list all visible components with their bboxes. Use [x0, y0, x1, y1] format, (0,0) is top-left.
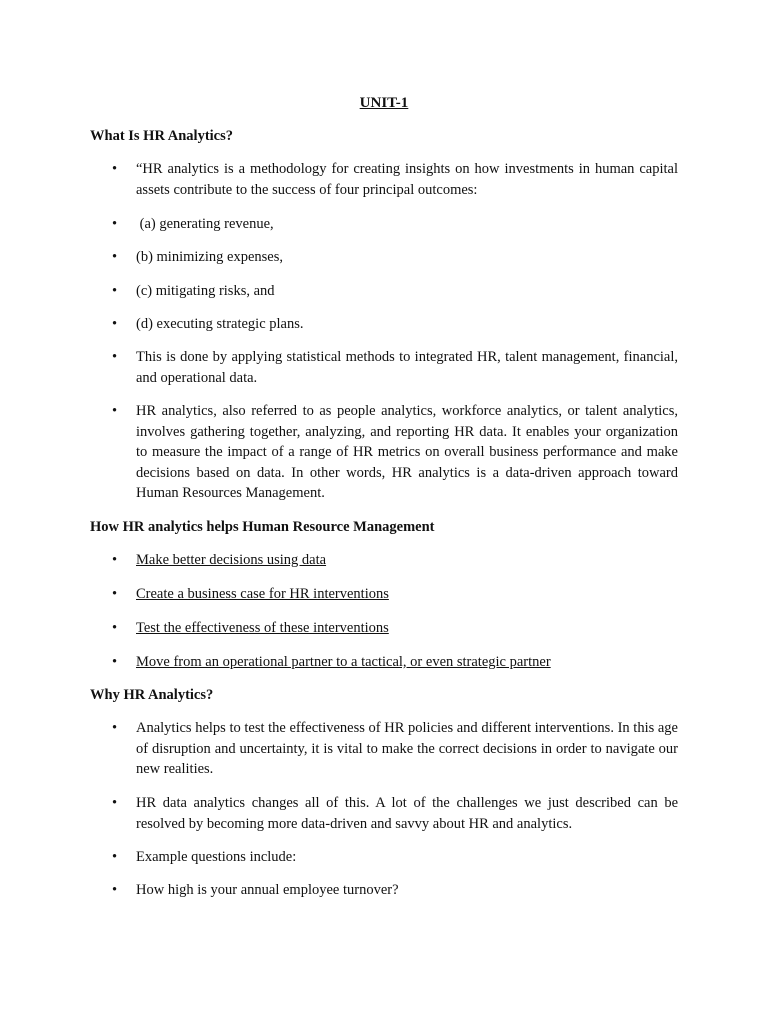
- list-item: [112, 618, 678, 639]
- bullet-icon: •: [112, 316, 118, 332]
- list-item: [112, 401, 678, 504]
- section-heading-what-is-hr-analytics: What Is HR Analytics?: [90, 128, 234, 144]
- bullet-icon: •: [112, 283, 118, 299]
- list-item-text: Analytics helps to test the effectiveness of HR policies and different interventions. In this age of disruption and uncertainty, it is vital to make the correct decisions in order to navigate our new realities.: [136, 720, 678, 777]
- page-title: UNIT-1: [359, 95, 409, 111]
- list-item: [112, 214, 678, 235]
- bullet-icon: •: [112, 216, 118, 232]
- list-item: [112, 652, 678, 673]
- bullet-icon: •: [112, 161, 118, 177]
- bullet-icon: •: [112, 620, 118, 636]
- bullet-icon: •: [112, 849, 118, 865]
- list-item-text: (a) generating revenue,: [136, 216, 274, 232]
- list-item-text: Example questions include:: [136, 849, 297, 865]
- bullet-icon: •: [112, 586, 118, 602]
- section-heading-how-hr-analytics-helps: How HR analytics helps Human Resource Management: [90, 519, 435, 535]
- bullet-icon: •: [112, 720, 118, 736]
- list-item-text: (b) minimizing expenses,: [136, 249, 283, 265]
- list-item-text: This is done by applying statistical methods to integrated HR, talent management, financial, and operational data.: [136, 349, 678, 386]
- bullet-icon: •: [112, 654, 118, 670]
- list-item: [112, 347, 678, 388]
- list-item-link[interactable]: Make better decisions using data: [136, 552, 327, 568]
- list-item: [112, 247, 678, 268]
- bullet-icon: •: [112, 882, 118, 898]
- section-heading-why-hr-analytics: Why HR Analytics?: [90, 687, 214, 703]
- bullet-icon: •: [112, 552, 118, 568]
- list-item-text: HR analytics, also referred to as people analytics, workforce analytics, or talent analytics, involves gathering together, analyzing, and reporting HR data. It enables your organization to measure the impact of a range of HR metrics on overall business performance and make decisions based on data. In other words, HR analytics is a data-driven approach toward Human Resources Management.: [136, 403, 678, 501]
- bullet-icon: •: [112, 249, 118, 265]
- bullet-icon: •: [112, 403, 118, 419]
- list-item-text: “HR analytics is a methodology for creating insights on how investments in human capital assets contribute to the success of four principal outcomes:: [136, 161, 678, 198]
- list-item-link[interactable]: Test the effectiveness of these interventions: [136, 620, 389, 636]
- list-item: [112, 550, 678, 571]
- list-item: [112, 159, 678, 200]
- list-item: [112, 281, 678, 302]
- bullet-icon: •: [112, 795, 118, 811]
- list-item-link[interactable]: Move from an operational partner to a tactical, or even strategic partner: [136, 654, 551, 670]
- list-item: [112, 584, 678, 605]
- list-item: [112, 718, 678, 780]
- list-item: [112, 793, 678, 834]
- list-item-text: HR data analytics changes all of this. A lot of the challenges we just described can be resolved by becoming more data-driven and savvy about HR and analytics.: [136, 795, 678, 832]
- list-item-text: How high is your annual employee turnover?: [136, 882, 399, 898]
- list-item-text: (d) executing strategic plans.: [136, 316, 304, 332]
- list-item: [112, 847, 678, 868]
- list-item-text: (c) mitigating risks, and: [136, 283, 275, 299]
- list-item: [112, 314, 678, 335]
- list-item: [112, 880, 678, 901]
- bullet-icon: •: [112, 349, 118, 365]
- list-item-link[interactable]: Create a business case for HR interventions: [136, 586, 389, 602]
